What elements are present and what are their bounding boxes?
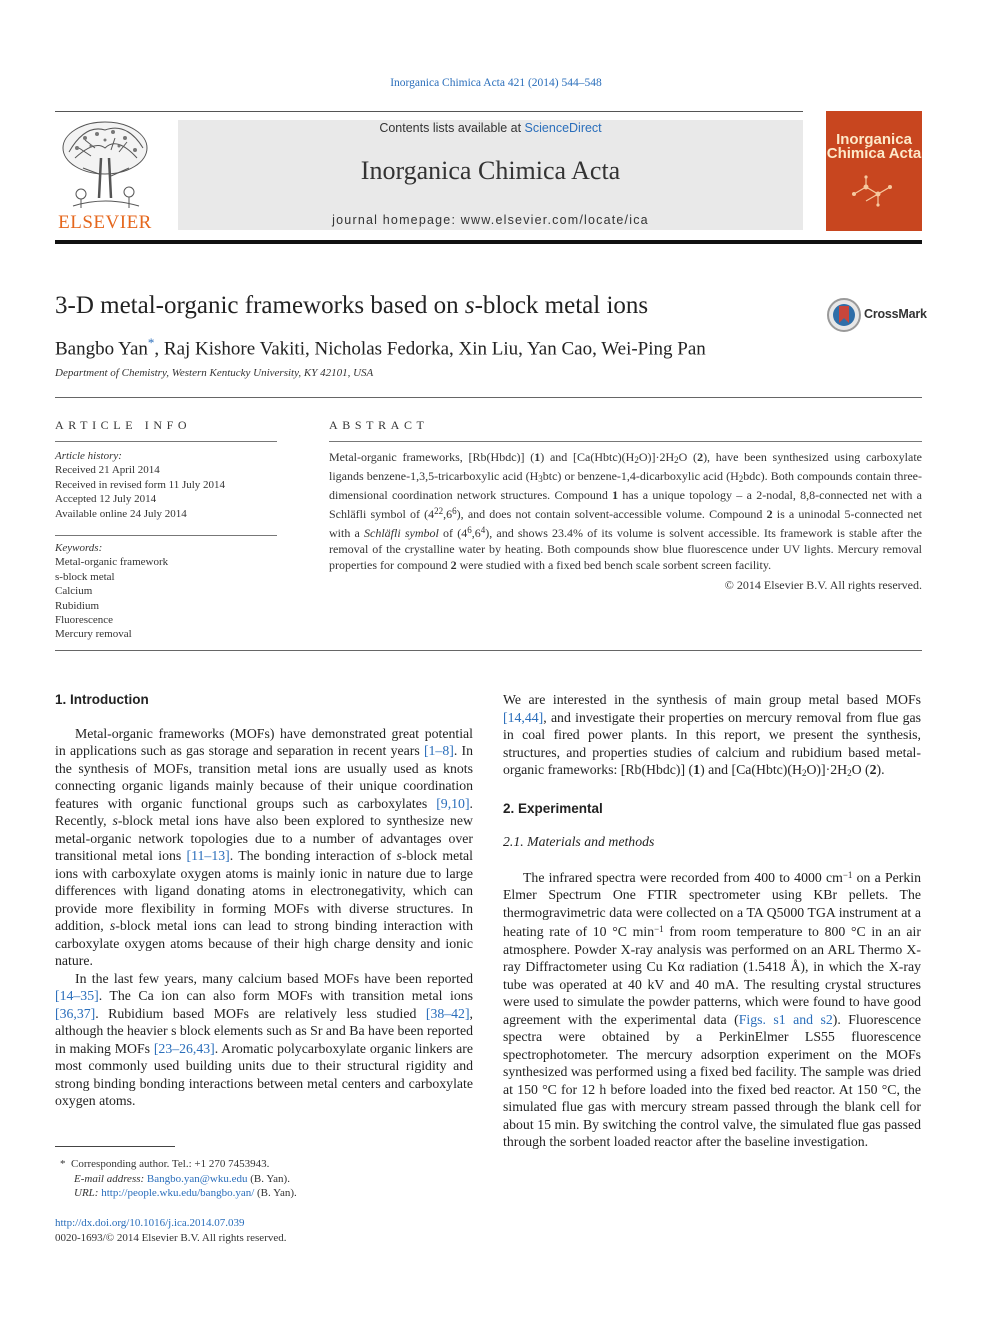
body-left-column <box>55 691 473 1110</box>
ref-link[interactable]: [38–42] <box>425 1005 470 1021</box>
title-italic: s <box>464 292 475 319</box>
keywords-label: Keywords: <box>55 542 103 554</box>
keywords-list <box>55 541 168 642</box>
spacer <box>503 783 921 800</box>
email-footnote <box>60 1172 297 1187</box>
history-revised: Received in revised form 11 July 2014 <box>55 478 226 491</box>
url-label: URL: <box>74 1187 99 1200</box>
ref-link[interactable]: [14,44] <box>503 709 544 725</box>
journal-citation[interactable]: Inorganica Chimica Acta 421 (2014) 544–548 <box>390 77 602 89</box>
figure-link[interactable]: Figs. s1 and s2 <box>738 1011 833 1027</box>
footnote-rule <box>55 1146 175 1147</box>
title-part-a: 3-D metal-organic frameworks based on <box>55 292 465 319</box>
body-right-column <box>503 691 921 1151</box>
info-rule <box>55 441 277 442</box>
methods-paragraph: The infrared spectra were recorded from 400 to 4000 $cm^{-1}$ on a Perkin Elmer Spectrum One FTIR spectrometer using KBr pellets. The thermogravimetric data were collected on a TA Q5000 TGA instrument at a heating rate of 10 °C $\min^{-1}$ from room temperature to 800 °C in an air atmosphere. Powder X-ray analysis was performed on an ARL Thermo X-ray Diffractometer using Cu Kα radiation (1.5418 Å), in which the X-ray tube was operated at 40 kV and 40 mA. The resulting crystal structures were used to simulate the powder patterns, which were found to have good agreement with the experimental data (Figs. s1 and s2). Fluorescence spectra were obtained by a PerkinElmer LS55 fluorescence spectrophotometer. The mercury adsorption experiment on the MOFs synthesized was performed using a fixed bed facility. The sample was dried at 150 °C for 12 h before loaded into the fixed bed reactor. At 150 °C, the simulated flue gas with mercury stream passed through the blank cell for about 15 min. By switching the control valve, the simulated flue gas passed through the sorbent loaded reactor after the baseline investigation. <box>503 869 922 1149</box>
homepage-link[interactable]: www.elsevier.com/locate/ica <box>460 213 649 227</box>
url-footnote <box>60 1186 297 1201</box>
footnote-corr-text: Corresponding author. Tel.: +1 270 7453943. <box>71 1158 270 1170</box>
crossmark-label: CrossMark <box>864 307 927 321</box>
doi-block <box>55 1216 287 1245</box>
url-suffix: (B. Yan). <box>257 1187 297 1200</box>
intro-heading: 1. Introduction <box>55 692 149 707</box>
corresponding-author-mark[interactable]: * <box>147 335 155 350</box>
journal-title: Inorganica Chimica Acta <box>360 156 621 185</box>
article-info-heading: ARTICLE INFO <box>55 418 192 432</box>
cover-molecule-icon <box>844 169 904 219</box>
contents-line <box>178 121 803 135</box>
intro-paragraph-3: We are interested in the synthesis of main group metal based MOFs [14,44], and investigate their properties on mercury removal from flue gas in coal fired power plants. In this report, we present the synthesis, structures, and properties studies of calcium and rubidium based metal-organic frameworks: [Rb(Hbdc)] (1) and $[Ca(Hbtc)(H_2O)]\cdot 2H_2O$ (2). <box>503 692 921 778</box>
email-suffix: (B. Yan). <box>250 1172 290 1185</box>
ref-link[interactable]: [36,37] <box>55 1005 96 1021</box>
abstract-heading: ABSTRACT <box>329 418 429 432</box>
sciencedirect-link[interactable]: ScienceDirect <box>524 121 602 135</box>
email-label: E-mail address: <box>74 1172 145 1185</box>
homepage-line <box>178 213 803 227</box>
materials-heading: 2.1. Materials and methods <box>503 834 655 849</box>
keyword: Metal-organic framework <box>55 556 169 569</box>
history-label: Article history: <box>55 450 122 462</box>
keyword: Fluorescence <box>55 614 114 627</box>
info-bottom-rule <box>55 650 922 651</box>
other-authors: , Raj Kishore Vakiti, Nicholas Fedorka, Xin Liu, Yan Cao, Wei-Ping Pan <box>154 338 706 360</box>
contents-prefix: Contents lists available at <box>379 121 525 135</box>
footnote-mark: * <box>60 1158 66 1170</box>
abstract-copyright: © 2014 Elsevier B.V. All rights reserved. <box>724 578 922 592</box>
ref-link[interactable]: [23–26,43] <box>153 1040 215 1056</box>
homepage-prefix: journal homepage: <box>332 213 461 227</box>
ref-link[interactable]: [14–35] <box>55 988 99 1003</box>
elsevier-tree-icon <box>55 118 155 213</box>
ref-link[interactable]: [1–8] <box>423 743 454 758</box>
ref-link[interactable]: [11–13] <box>186 848 230 863</box>
cover-title-line-2: Chimica Acta <box>826 145 922 162</box>
email-link[interactable]: Bangbo.yan@wku.edu <box>146 1172 248 1185</box>
crossmark-badge[interactable] <box>826 297 926 333</box>
homepage-url-link[interactable]: http://people.wku.edu/bangbo.yan/ <box>101 1187 255 1200</box>
intro-paragraph-1: Metal-organic frameworks (MOFs) have demonstrated great potential in applications such as gas storage and separation in recent years [1–8]. In the synthesis of MOFs, transition metal ions are usually used as knots connecting organic ligands mainly because of their unique coordination features with organic functional groups such as carboxylates [9,10]. Recently, s-block metal ions have also been explored to synthesize new metal-organic network topologies due to a number of advantages over transitional metal ions [11–13]. The bonding interaction of s-block metal ions with carboxylate oxygen atoms is mainly ionic in nature due to large differences with ligand donating atoms in electronegativity, which can provide more flexibility in forming MOFs with diverse structures. In addition, s-block metal ions can lead to strong binding interaction with carboxylate oxygen atoms because of their high charge density and ionic nature. <box>55 725 473 968</box>
history-received: Received 21 April 2014 <box>55 464 160 477</box>
first-author[interactable]: Bangbo Yan <box>55 338 148 360</box>
article-history <box>55 449 225 521</box>
cover-title-line-1: Inorganica <box>836 131 912 148</box>
journal-cover[interactable] <box>826 111 922 231</box>
title-part-b: -block metal ions <box>474 292 649 319</box>
history-online: Available online 24 July 2014 <box>55 507 187 520</box>
article-title <box>55 292 648 320</box>
masthead-thick-rule <box>55 240 922 244</box>
keyword: Calcium <box>55 585 93 598</box>
abstract-rule <box>329 441 922 442</box>
keyword: s-block metal <box>55 570 115 583</box>
history-accepted: Accepted 12 July 2014 <box>55 493 157 506</box>
abstract-text: Metal-organic frameworks, [Rb(Hbdc)] (1) and $[Ca(Hbtc)(H_2O)]\cdot 2H_2O$ (2), have been synthesized using carboxylate ligands benzene-1,3,5-tricarboxylic acid $(H_3btc)$ or benzene-1,4-dicarboxylic acid $(H_2bdc)$. Both compounds contain three-dimensional coordination network structures. Compound 1 has a unique topology – a 2-nodal, 8,8-connected net with a Schläfli symbol of $(4^{22},6^6)$, and does not contain solvent-accessible volume. Compound 2 is a uninodal 5-connected net with a Schläfli symbol of $(4^6,6^4)$, and shows 23.4% of its volume is solvent accessible. Its framework is stable after the removal of the crystalline water by heating. Both compounds show blue fluorescence under UV lights. Mercury removal properties for compound 2 were studied with a fixed bed bench scale sorbent screen facility. <box>329 450 923 572</box>
masthead-rule <box>55 111 803 112</box>
affiliation: Department of Chemistry, Western Kentucky University, KY 42101, USA <box>55 367 374 379</box>
keyword: Mercury removal <box>55 628 132 641</box>
footnotes <box>60 1157 297 1201</box>
issn-line: 0020-1693/© 2014 Elsevier B.V. All rights reserved. <box>55 1231 287 1244</box>
author-list <box>55 335 706 360</box>
corresponding-footnote <box>60 1157 297 1172</box>
doi-link[interactable]: http://dx.doi.org/10.1016/j.ica.2014.07.039 <box>55 1217 245 1229</box>
elsevier-wordmark: ELSEVIER <box>58 212 152 233</box>
keyword: Rubidium <box>55 599 100 612</box>
elsevier-logo <box>55 118 155 236</box>
ref-link[interactable]: [9,10] <box>436 795 470 811</box>
crossmark-icon <box>826 297 862 333</box>
intro-paragraph-2: In the last few years, many calcium based MOFs have been reported [14–35]. The Ca ion can also form MOFs with transition metal ions [36,37]. Rubidium based MOFs are relatively less studied [38–42], although the heavier s block elements such as Sr and Ba have been reported in making MOFs [23–26,43]. Aromatic polycarboxylate organic linkers are most commonly used building units due to their structural rigidity and strong binding bonding interactions between metal centers and carboxylate oxygen atoms. <box>55 970 473 1108</box>
keywords-rule <box>55 535 277 536</box>
info-top-rule <box>55 397 922 398</box>
experimental-heading: 2. Experimental <box>503 800 603 816</box>
